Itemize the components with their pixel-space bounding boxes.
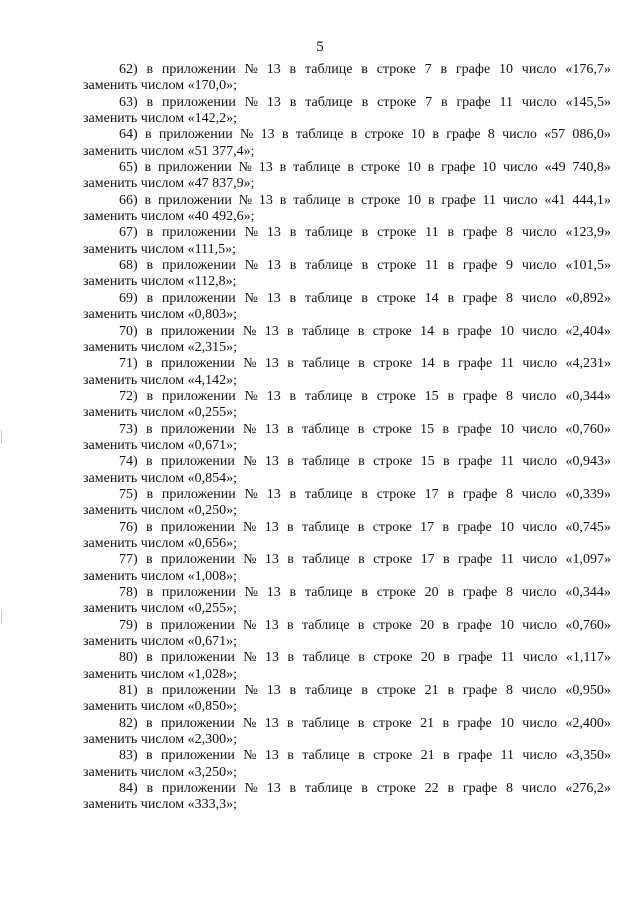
- amendment-replacement-line: заменить числом «0,656»;: [83, 535, 238, 551]
- amendment-replacement-line: заменить числом «3,250»;: [83, 764, 238, 780]
- amendment-text-line: 65) в приложении № 13 в таблице в строке 10 в графе 10 число «49 740,8»: [119, 160, 611, 176]
- amendment-replacement-line: заменить числом «1,028»;: [83, 666, 238, 682]
- amendment-item: [83, 324, 611, 357]
- amendment-item: [83, 193, 611, 226]
- amendment-text-line: 66) в приложении № 13 в таблице в строке 10 в графе 11 число «41 444,1»: [119, 192, 611, 208]
- amendment-item: [83, 95, 611, 128]
- amendment-replacement-line: заменить числом «47 837,9»;: [83, 176, 255, 192]
- amendment-replacement-line: заменить числом «111,5»;: [83, 241, 236, 257]
- amendment-replacement-line: заменить числом «333,3»;: [83, 797, 238, 813]
- amendment-text-line: 63) в приложении № 13 в таблице в строке 7 в графе 11 число «145,5»: [119, 94, 611, 110]
- amendment-replacement-line: заменить числом «4,142»;: [83, 372, 238, 388]
- amendment-item: [83, 520, 611, 553]
- amendment-item: [83, 585, 611, 618]
- amendment-text-line: 75) в приложении № 13 в таблице в строке 17 в графе 8 число «0,339»: [119, 486, 611, 502]
- amendment-replacement-line: заменить числом «0,671»;: [83, 437, 238, 453]
- amendment-item: [83, 748, 611, 781]
- scan-edge-mark: [1, 610, 2, 624]
- amendment-replacement-line: заменить числом «142,2»;: [83, 111, 238, 127]
- amendment-item: [83, 258, 611, 291]
- amendment-item: [83, 62, 611, 95]
- amendment-text-line: 74) в приложении № 13 в таблице в строке 15 в графе 11 число «0,943»: [119, 454, 611, 470]
- amendment-text-line: 67) в приложении № 13 в таблице в строке 11 в графе 8 число «123,9»: [119, 225, 611, 241]
- amendment-text-line: 69) в приложении № 13 в таблице в строке 14 в графе 8 число «0,892»: [119, 290, 611, 306]
- amendment-text-line: 82) в приложении № 13 в таблице в строке 21 в графе 10 число «2,400»: [119, 715, 611, 731]
- amendment-text-line: 83) в приложении № 13 в таблице в строке 21 в графе 11 число «3,350»: [119, 748, 611, 764]
- amendment-item: [83, 650, 611, 683]
- amendment-item: [83, 683, 611, 716]
- amendment-item: [83, 487, 611, 520]
- amendment-item: [83, 225, 611, 258]
- amendment-text-line: 80) в приложении № 13 в таблице в строке 20 в графе 11 число «1,117»: [119, 650, 611, 666]
- amendment-text-line: 64) в приложении № 13 в таблице в строке 10 в графе 8 число «57 086,0»: [119, 127, 611, 143]
- amendments-list: [83, 62, 611, 814]
- amendment-text-line: 70) в приложении № 13 в таблице в строке 14 в графе 10 число «2,404»: [119, 323, 611, 339]
- amendment-replacement-line: заменить числом «112,8»;: [83, 274, 237, 290]
- amendment-replacement-line: заменить числом «170,0»;: [83, 78, 238, 94]
- amendment-item: [83, 356, 611, 389]
- amendment-text-line: 79) в приложении № 13 в таблице в строке 20 в графе 10 число «0,760»: [119, 617, 611, 633]
- amendment-text-line: 68) в приложении № 13 в таблице в строке 11 в графе 9 число «101,5»: [119, 258, 611, 274]
- amendment-item: [83, 781, 611, 814]
- amendment-replacement-line: заменить числом «0,850»;: [83, 699, 238, 715]
- amendment-item: [83, 422, 611, 455]
- amendment-replacement-line: заменить числом «0,854»;: [83, 470, 238, 486]
- amendment-replacement-line: заменить числом «2,300»;: [83, 732, 238, 748]
- amendment-replacement-line: заменить числом «0,803»;: [83, 307, 238, 323]
- amendment-replacement-line: заменить числом «0,255»;: [83, 601, 238, 617]
- amendment-item: [83, 160, 611, 193]
- amendment-text-line: 73) в приложении № 13 в таблице в строке 15 в графе 10 число «0,760»: [119, 421, 611, 437]
- amendment-item: [83, 618, 611, 651]
- amendment-item: [83, 291, 611, 324]
- amendment-text-line: 84) в приложении № 13 в таблице в строке 22 в графе 8 число «276,2»: [119, 781, 611, 797]
- amendment-text-line: 76) в приложении № 13 в таблице в строке 17 в графе 10 число «0,745»: [119, 519, 611, 535]
- amendment-text-line: 77) в приложении № 13 в таблице в строке 17 в графе 11 число «1,097»: [119, 552, 611, 568]
- amendment-replacement-line: заменить числом «1,008»;: [83, 568, 238, 584]
- scan-edge-mark: [1, 430, 2, 444]
- amendment-replacement-line: заменить числом «0,671»;: [83, 634, 238, 650]
- amendment-item: [83, 389, 611, 422]
- amendment-replacement-line: заменить числом «2,315»;: [83, 339, 238, 355]
- amendment-item: [83, 716, 611, 749]
- amendment-replacement-line: заменить числом «0,255»;: [83, 405, 238, 421]
- amendment-text-line: 62) в приложении № 13 в таблице в строке 7 в графе 10 число «176,7»: [119, 62, 611, 77]
- amendment-text-line: 71) в приложении № 13 в таблице в строке 14 в графе 11 число «4,231»: [119, 356, 611, 372]
- page-number: 5: [316, 39, 324, 55]
- amendment-text-line: 81) в приложении № 13 в таблице в строке 21 в графе 8 число «0,950»: [119, 683, 611, 699]
- amendment-text-line: 78) в приложении № 13 в таблице в строке 20 в графе 8 число «0,344»: [119, 585, 611, 600]
- amendment-item: [83, 454, 611, 487]
- amendment-replacement-line: заменить числом «51 377,4»;: [83, 143, 255, 159]
- amendment-replacement-line: заменить числом «0,250»;: [83, 503, 238, 519]
- amendment-text-line: 72) в приложении № 13 в таблице в строке 15 в графе 8 число «0,344»: [119, 388, 611, 404]
- amendment-item: [83, 127, 611, 160]
- amendment-item: [83, 552, 611, 585]
- amendment-replacement-line: заменить числом «40 492,6»;: [83, 209, 255, 225]
